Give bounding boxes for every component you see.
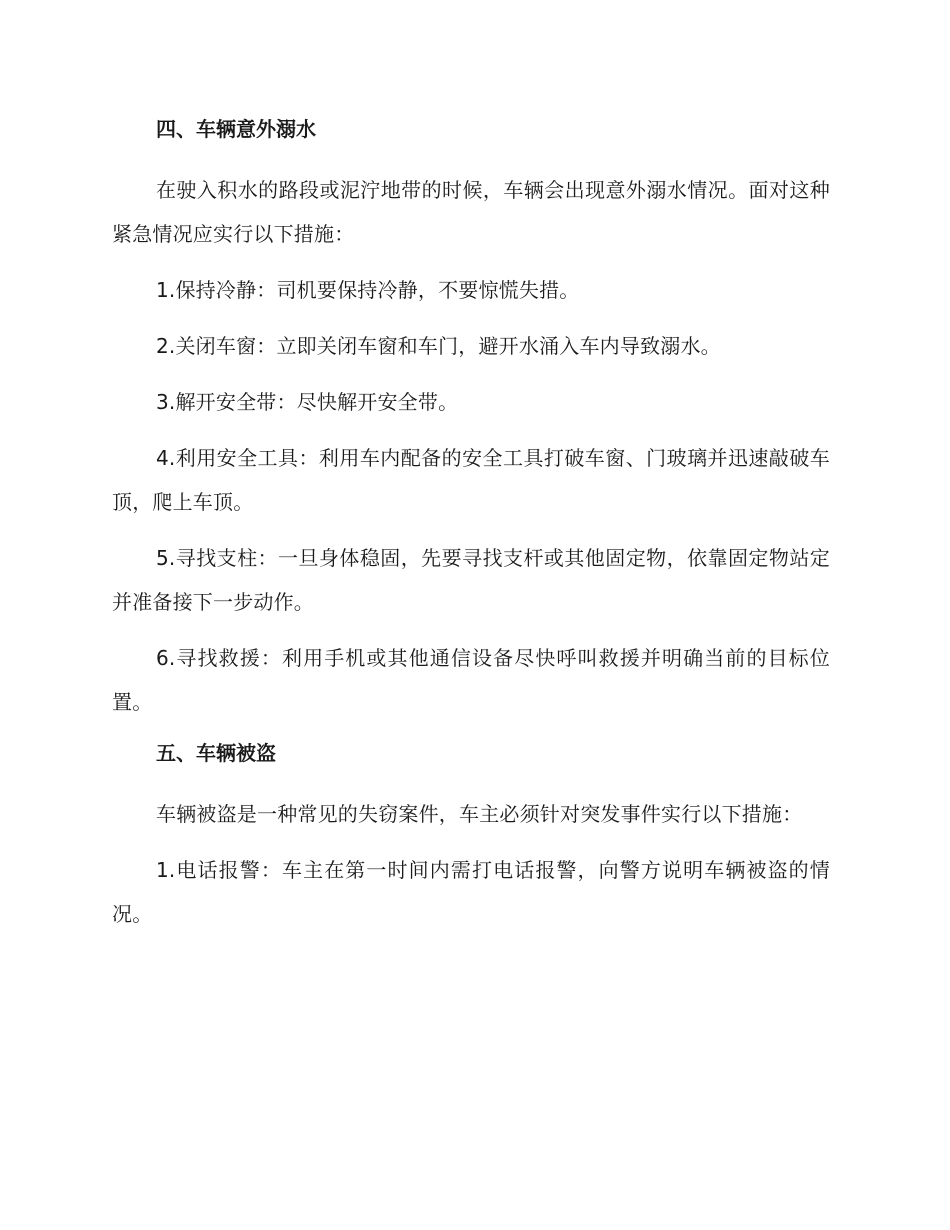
list-item: 2.关闭车窗：立即关闭车窗和车门，避开水涌入车内导致溺水。 <box>156 334 721 358</box>
list-item: 6.寻找救援：利用手机或其他通信设备尽快呼叫救援并明确当前的目标位置。 <box>112 646 830 714</box>
list-item: 5.寻找支柱：一旦身体稳固，先要寻找支杆或其他固定物，依靠固定物站定并准备接下一步动作。 <box>112 546 830 614</box>
list-item: 1.保持冷静：司机要保持冷静，不要惊慌失措。 <box>156 278 580 302</box>
list-item: 1.电话报警：车主在第一时间内需打电话报警，向警方说明车辆被盗的情况。 <box>112 858 830 926</box>
list-item: 3.解开安全带：尽快解开安全带。 <box>156 390 459 414</box>
section-intro: 车辆被盗是一种常见的失窃案件，车主必须针对突发事件实行以下措施： <box>156 802 803 826</box>
section-heading: 四、车辆意外溺水 <box>156 117 316 141</box>
document-content <box>112 112 830 948</box>
list-item: 4.利用安全工具：利用车内配备的安全工具打破车窗、门玻璃并迅速敲破车顶，爬上车顶。 <box>112 446 830 514</box>
section-heading: 五、车辆被盗 <box>156 741 276 765</box>
section-intro: 在驶入积水的路段或泥泞地带的时候，车辆会出现意外溺水情况。面对这种紧急情况应实行以下措施： <box>112 178 830 246</box>
